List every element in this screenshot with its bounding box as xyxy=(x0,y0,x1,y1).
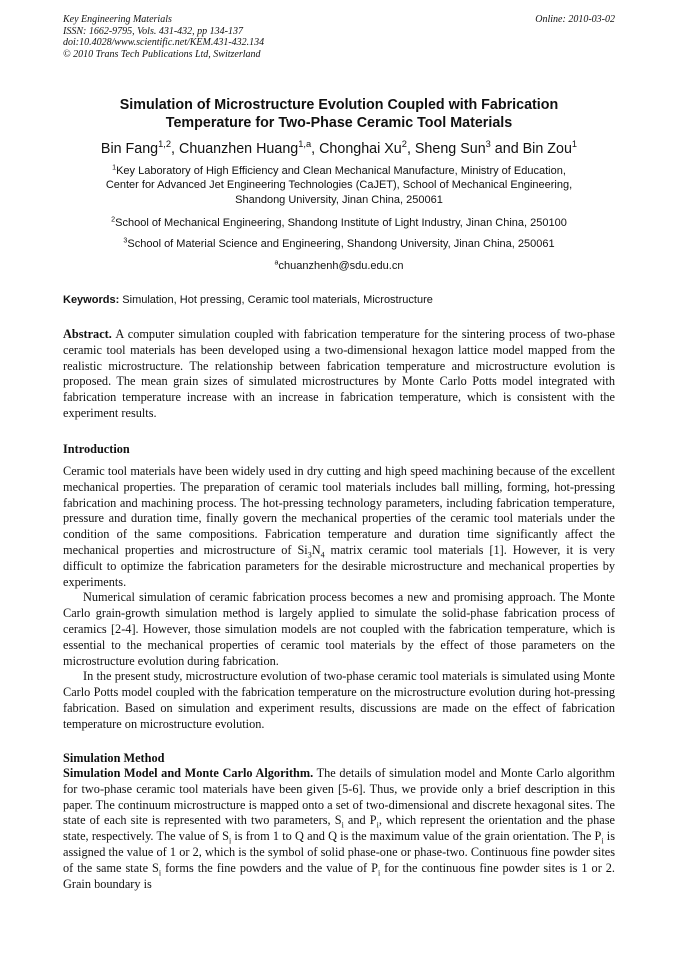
method-heading: Simulation Method xyxy=(63,751,165,765)
affiliation-1-line-1: Key Laboratory of High Efficiency and Clean Mechanical Manufacture, Ministry of Education, xyxy=(116,165,566,177)
p-symbol: P xyxy=(369,813,377,828)
method-body xyxy=(63,766,615,892)
i-subscript: i xyxy=(228,836,232,846)
author-affil-sup: 1 xyxy=(571,139,578,150)
introduction-body xyxy=(63,464,615,733)
method-subheading: Simulation Model and Monte Carlo Algorithm. xyxy=(63,766,314,780)
method-and: and xyxy=(343,813,370,828)
author-affil-sup: 3 xyxy=(485,139,491,150)
paper-title xyxy=(63,96,615,132)
affiliation-3 xyxy=(50,237,628,251)
title-line-2: Temperature for Two-Phase Ceramic Tool Materials xyxy=(165,115,513,131)
keywords xyxy=(63,293,615,307)
affiliation-1-line-3: Shandong University, Jinan China, 250061 xyxy=(235,193,443,206)
online-date: Online: 2010-03-02 xyxy=(535,14,615,25)
i-subscript: i xyxy=(601,836,604,846)
affiliation-3-text: School of Material Science and Engineering, Shandong University, Jinan China, 250061 xyxy=(127,238,555,250)
method-text-6: for the continuous fine powder sites is 1 or 2. Grain boundary is xyxy=(63,860,616,891)
n-symbol: N xyxy=(311,542,321,557)
keywords-label: Keywords: xyxy=(63,294,120,306)
copyright-line: © 2010 Trans Tech Publications Ltd, Switzerland xyxy=(63,48,261,60)
email-address: chuanzhenh@sdu.edu.cn xyxy=(278,260,404,272)
author-affil-sup: 1,2 xyxy=(158,139,172,150)
si-symbol: Si xyxy=(297,542,308,557)
author-affil-sup: 2 xyxy=(401,139,407,150)
method-text-4: is assigned the value of 1 or 2, which is the symbol of solid phase-one or phase-two. Continuous fine powder sites of the same state xyxy=(63,829,616,875)
intro-paragraph-2: Numerical simulation of ceramic fabrication process becomes a new and promising approach. The Monte Carlo grain-growth simulation method is largely applied to simulate the solid-phase fabrication process of ceramics [2-4]. However, those simulation models are not coupled with the fabrication temperature, which is essential to the mechanical properties of ceramic tool materials by the effect of those parameters on the microstructure evolution during fabrication. xyxy=(63,590,615,668)
i-subscript: i xyxy=(158,868,162,878)
intro-paragraph-1 xyxy=(63,464,615,590)
affiliation-sup: 2 xyxy=(111,215,116,224)
method-paragraph xyxy=(63,766,615,892)
title-line-1: Simulation of Microstructure Evolution Coupled with Fabrication xyxy=(119,97,559,113)
affiliation-sup: 1 xyxy=(112,163,117,172)
s-symbol: S xyxy=(222,829,229,844)
author-list xyxy=(40,140,638,158)
si-subscript: 3 xyxy=(307,550,312,560)
author-separator: , xyxy=(406,141,415,157)
p-symbol: P xyxy=(594,829,602,844)
abstract xyxy=(63,327,615,422)
author-separator: , xyxy=(171,141,179,157)
introduction-heading: Introduction xyxy=(63,442,130,456)
journal-name: Key Engineering Materials xyxy=(63,14,172,25)
corresponding-email xyxy=(50,259,628,273)
author-name: Chuanzhen Huang xyxy=(179,141,299,157)
author-name: Sheng Sun xyxy=(414,141,486,157)
author-separator: , xyxy=(311,141,320,157)
i-subscript: i xyxy=(376,820,379,830)
intro-p1-text-a: Ceramic tool materials have been widely used in dry cutting and high speed machining because of the excellent mechanical properties. The preparation of ceramic tool materials includes ball milling, forming, hot-pressing fabrication and machining process. The hot-pressing technology parameters, including fabrication temperature, pressure and duration time, finally govern the mechanical properties of the ceramic tool materials under the condition of the same compositions. Fabrication temperature and duration time significantly affect the mechanical properties and microstructure of xyxy=(63,464,615,557)
method-text-2: , which represent the orientation and the phase state, respectively. The value of xyxy=(63,813,616,844)
s-symbol: S xyxy=(152,860,159,875)
method-text-1: The details of simulation model and Monte Carlo algorithm for two-phase ceramic tool materials have been given [5-6]. Thus, we provide only a brief description in this paper. The continuum microstructure is mapped onto a set of two-dimensional and discrete hexagonal sites. The state of each site is represented with two parameters, xyxy=(63,766,615,828)
i-subscript: i xyxy=(377,868,381,878)
p-symbol: P xyxy=(371,860,378,875)
method-text-3: is from 1 to Q and Q is the maximum value of the grain orientation. The xyxy=(231,829,595,844)
n-subscript: 4 xyxy=(320,550,325,560)
journal-header xyxy=(63,14,615,60)
abstract-text: A computer simulation coupled with fabrication temperature for the sintering process of two-phase ceramic tool materials has been developed using a two-dimensional hexagon lattice model mapped from the realistic microstructure. The relationship between fabrication temperature and microstructure evolution is proposed. The mean grain sizes of simulated microstructures by Monte Carlo Potts model integrated with fabrication temperature increase with an increase in fabrication temperature, which is consistent with the experiment results. xyxy=(63,327,615,420)
abstract-label: Abstract. xyxy=(63,327,112,341)
author-name: Bin Zou xyxy=(522,141,572,157)
intro-p1-text-b: matrix ceramic tool materials [1]. However, it is very difficult to optimize the fabrication parameters for the desirable microstructure and mechanical properties by experiments. xyxy=(63,542,615,589)
affiliation-sup: 3 xyxy=(123,236,128,245)
affiliation-2-text: School of Mechanical Engineering, Shandong Institute of Light Industry, Jinan China, 250100 xyxy=(115,217,567,229)
doi-line: doi:10.4028/www.scientific.net/KEM.431-432.134 xyxy=(63,37,265,48)
email-sup: a xyxy=(274,258,279,267)
author-name: Chonghai Xu xyxy=(319,141,402,157)
method-text-5: forms the fine powders and the value of xyxy=(161,860,372,875)
s-symbol: S xyxy=(334,813,342,828)
intro-paragraph-3: In the present study, microstructure evolution of two-phase ceramic tool materials is simulated using Monte Carlo Potts model coupled with the fabrication temperature on the microstructure evolution during hot-pressing fabrication. Based on simulation and experiment results, discussions are made on the effect of fabrication temperature on microstructure evolution. xyxy=(63,669,615,731)
author-affil-sup: 1,a xyxy=(298,139,312,150)
affiliation-2 xyxy=(50,216,628,230)
i-subscript: i xyxy=(341,820,344,830)
affiliation-1-line-2: Center for Advanced Jet Engineering Technologies (CaJET), School of Mechanical Engineering, xyxy=(105,179,573,192)
issn-line: ISSN: 1662-9795, Vols. 431-432, pp 134-137 xyxy=(63,25,243,37)
keywords-text: Simulation, Hot pressing, Ceramic tool materials, Microstructure xyxy=(119,294,433,306)
affiliation-1 xyxy=(50,164,628,207)
author-name: Bin Fang xyxy=(100,141,159,157)
author-separator: and xyxy=(490,141,523,157)
